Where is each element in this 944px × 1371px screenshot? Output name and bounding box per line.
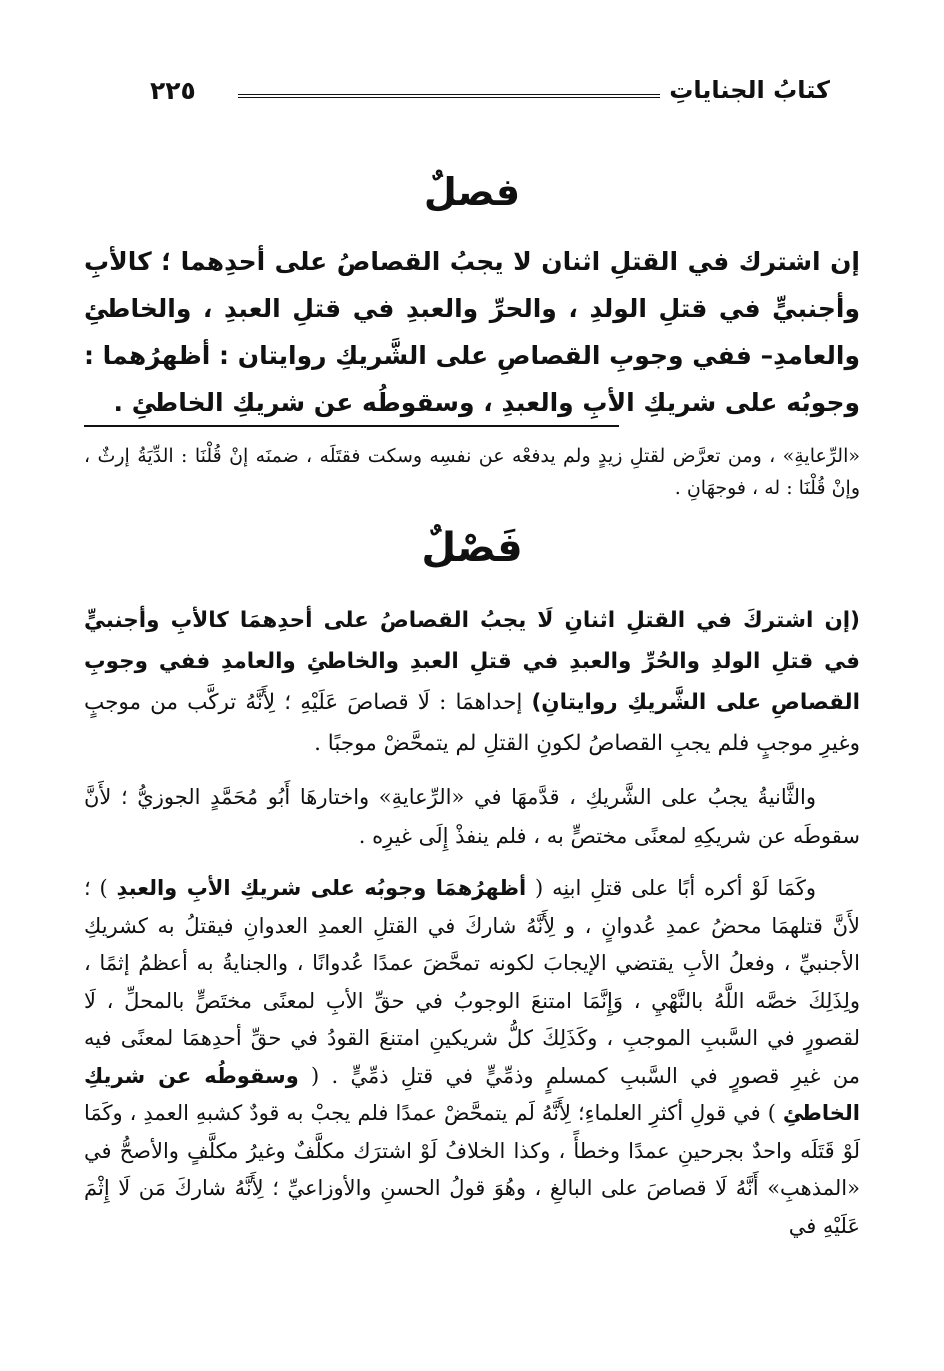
quoted-matn-text: أظهرُهمَا وجوبُه على شريكِ الأبِ والعبدِ — [116, 876, 527, 900]
commentary-text: إحداهمَا : لَا قصاصَ عَلَيْهِ ؛ لِأَنَّهُ تركَّب من موجبٍ وغيرِ موجبٍ فلم يجبِ القصاصُ لكونِ القتلِ لم يتمحَّضْ موجبًا . — [84, 690, 860, 756]
commentary-paragraph-1 — [84, 600, 860, 764]
page-number: ٢٢٥ — [150, 76, 196, 105]
header-rule — [238, 94, 660, 98]
commentary-section-heading: فَصْلٌ — [421, 525, 523, 571]
quoted-matn-text: (إن اشتركَ في القتلِ اثنانِ لَا يجبُ القصاصُ على أحدِهمَا كالأبِ وأجنبيٍّ في قتلِ الولدِ والحُرِّ والعبدِ في قتلِ العبدِ والخاطئِ والعامدِ ففي وجوبِ القصاصِ على الشَّريكِ روايتانِ) — [84, 608, 861, 715]
commentary-text: ) في قولِ أكثرِ العلماءِ؛ لِأَنَّهُ لَم يتمحَّضْ عمدًا فلم يجبْ به قودٌ كشبهِ العمدِ ، وكَمَا لَوْ قَتَلَه واحدٌ بجرحينِ عمدًا وخطأً ، وكذا الخلافُ لَوْ اشترَك مكلَّفٌ وغيرُ مكلَّفٍ والأصحُّ في «المذهبِ» أَنَّهُ لَا قصاصَ على البالغِ ، وهُوَ قولُ الحسنِ والأوزاعيِّ ؛ لِأَنَّهُ شاركَ مَن لَا إِثْمَ عَلَيْهِ في — [84, 1101, 860, 1238]
running-title: كتابُ الجناياتِ — [669, 76, 830, 104]
commentary-paragraph-2: والثَّانيةُ يجبُ على الشَّريكِ ، قدَّمهَا في «الرِّعايةِ» واختارهَا أَبُو مُحَمَّدٍ الجوزيُّ ؛ لأَنَّ سقوطَه عن شريكِهِ لمعنًى مختصٍّ به ، فلم ينفذْ إِلَى غيرِه . — [84, 785, 860, 848]
commentary-paragraph-3 — [84, 870, 860, 1245]
matn-section-heading: فصلٌ — [423, 170, 521, 214]
matn-paragraph: إن اشترك في القتلِ اثنان لا يجبُ القصاصُ على أحدِهما ؛ كالأبِ وأجنبيٍّ في قتلِ الولدِ ، والحرِّ والعبدِ في قتلِ العبدِ ، والخاطئِ والعامدِ– ففي وجوبِ القصاصِ على الشَّريكِ روايتان : أظهرُهما : وجوبُه على شريكِ الأبِ والعبدِ ، وسقوطُه عن شريكِ الخاطئِ . — [83, 247, 860, 417]
page-header — [150, 74, 830, 114]
commentary-text: ) ؛ لأَنَّ قتلهمَا محضُ عمدِ عُدوانٍ ، و لِأَنَّهُ شاركَ في القتلِ العمدِ العدوانِ فيقتلُ به كشريكِ الأجنبيِّ ، وفعلُ الأبِ يقتضي الإيجابَ لكونه تمحَّضَ عمدًا عُدوانًا ، والجنايةُ به أعظمُ إثمًا ، ولِذَلِكَ خصَّه اللَّهُ بالنَّهْيِ ، وَإِنَّمَا امتنعَ الوجوبُ في حقِّ الأبِ لمعنًى مختَصٍّ بالمحلِّ ، لَا لقصورٍ في السَّببِ الموجبِ ، وكَذَلِكَ كلُّ شريكينِ امتنعَ القودُ في حقِّ أحدِهمَا لمعنًى فيه من غيرِ قصورٍ في السَّببِ كمسلمٍ وذمِّيٍّ في قتلِ ذمِّيٍّ . ( — [84, 876, 860, 1088]
commentary-text: وكَمَا لَوْ أكره أبًا على قتلِ ابنِه ( — [526, 876, 817, 900]
footnote-paragraph: «الرِّعايةِ» ، ومن تعرَّض لقتلِ زيدٍ ولم يدفعْه عن نفسِه وسكت فقتَلَه ، ضمنَه إنْ قُلْنَا : الدِّيَةُ إرثٌ ، وإنْ قُلْنَا : له ، فوجهَانِ . — [84, 445, 860, 499]
matn-separator-rule — [84, 425, 619, 427]
quoted-matn-text: وسقوطُه عن شريكِ الخاطئِ — [84, 1063, 860, 1125]
